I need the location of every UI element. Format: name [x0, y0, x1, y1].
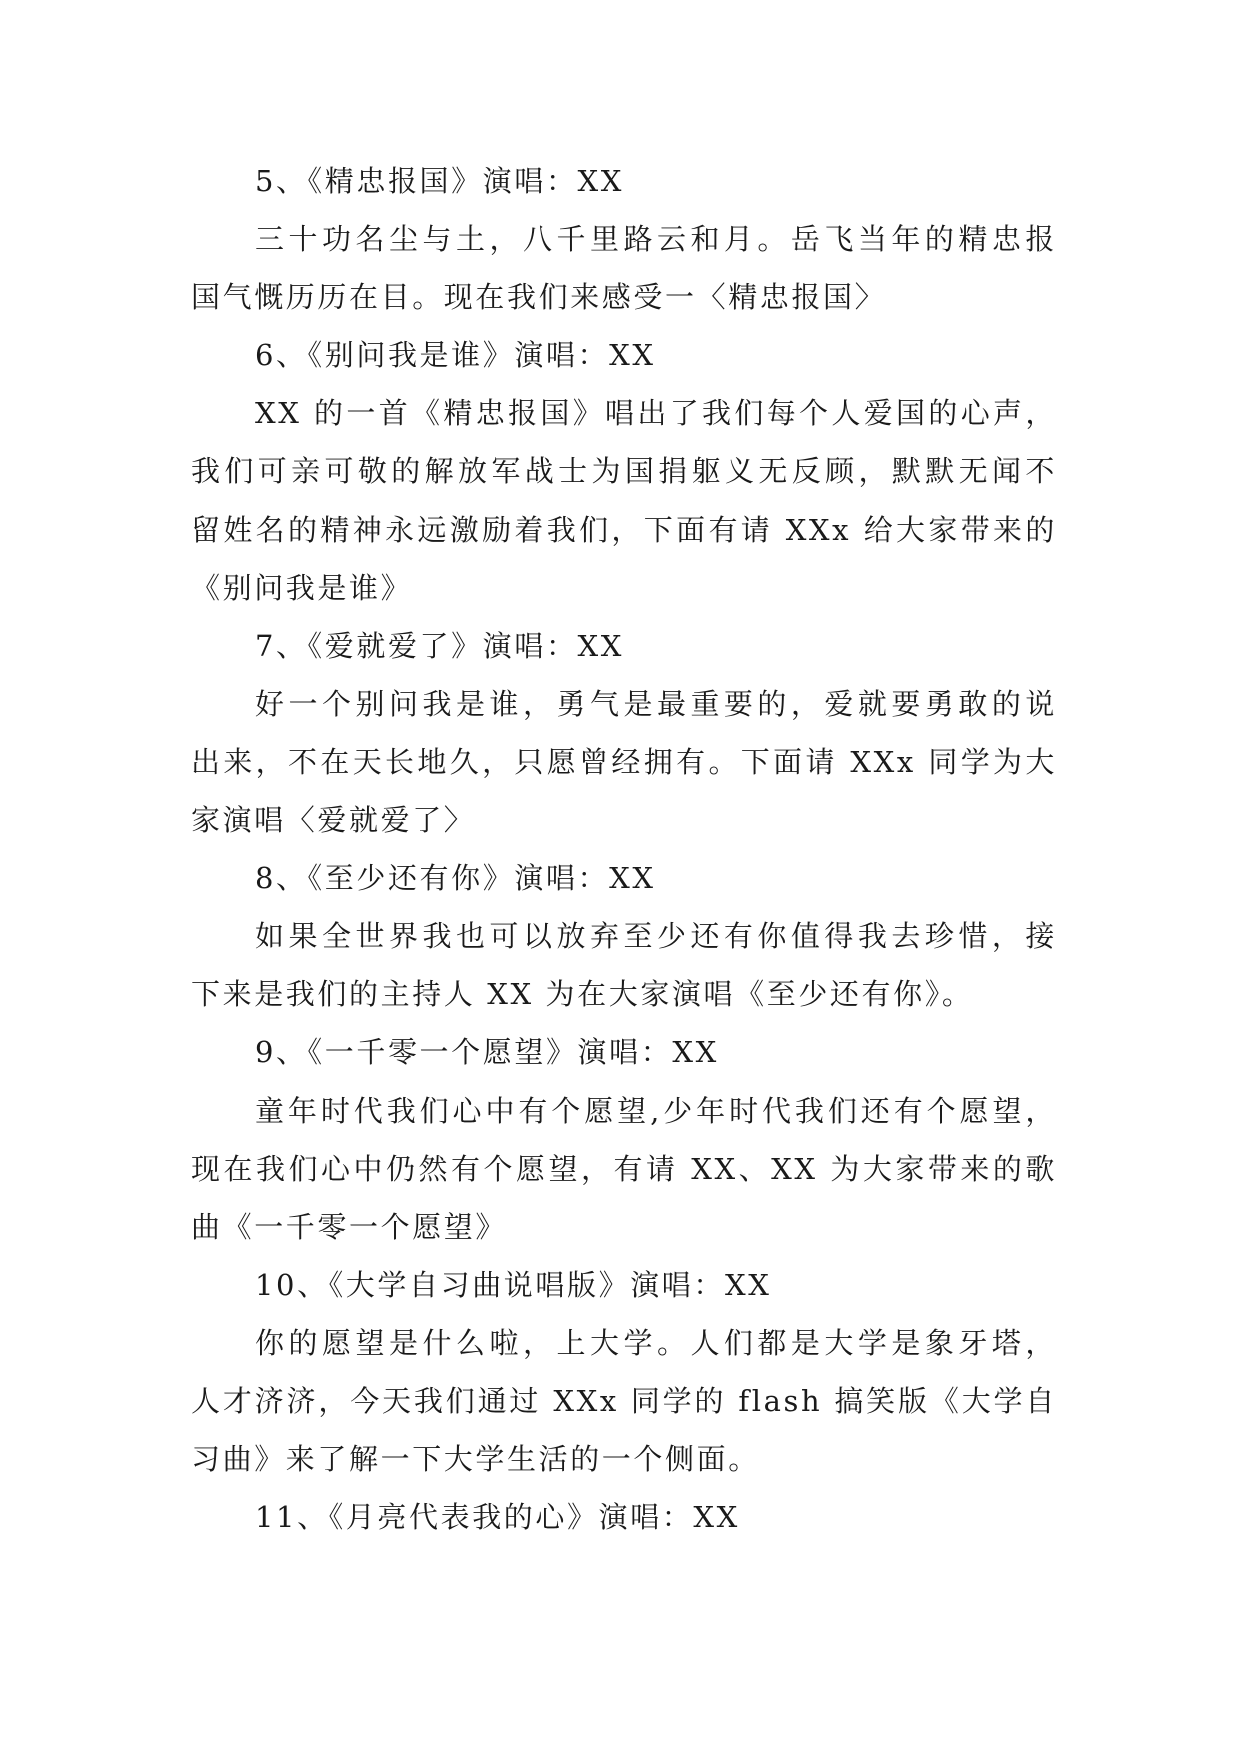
program-item-heading: 6、《别问我是谁》演唱：XX [255, 338, 656, 373]
program-item-heading: 11、《月亮代表我的心》演唱：XX [255, 1500, 740, 1535]
program-intro-line: 三十功名尘与土，八千里路云和月。岳飞当年的精忠报 [255, 222, 1057, 257]
program-intro-line: 下来是我们的主持人 XX 为在大家演唱《至少还有你》。 [191, 977, 974, 1012]
program-intro-line: 童年时代我们心中有个愿望,少年时代我们还有个愿望， [255, 1093, 1057, 1128]
program-item-heading: 9、《一千零一个愿望》演唱：XX [255, 1035, 719, 1070]
program-intro-line: 家演唱〈爱就爱了〉 [191, 803, 476, 838]
program-intro-line: 人才济济，今天我们通过 XXx 同学的 flash 搞笑版《大学自 [191, 1383, 1057, 1418]
program-intro-line: 曲《一千零一个愿望》 [191, 1209, 508, 1244]
program-intro-line: 好一个别问我是谁，勇气是最重要的，爱就要勇敢的说 [255, 686, 1057, 721]
document-body [191, 152, 1057, 1546]
program-intro-line: 你的愿望是什么啦，上大学。人们都是大学是象牙塔， [255, 1325, 1057, 1360]
program-intro-line: 出来，不在天长地久，只愿曾经拥有。下面请 XXx 同学为大 [191, 744, 1057, 779]
program-item-heading: 7、《爱就爱了》演唱：XX [255, 628, 625, 663]
program-intro-line: 习曲》来了解一下大学生活的一个侧面。 [191, 1442, 760, 1477]
program-intro-line: XX 的一首《精忠报国》唱出了我们每个人爱国的心声， [255, 396, 1057, 431]
program-intro-line: 留姓名的精神永远激励着我们，下面有请 XXx 给大家带来的 [191, 512, 1057, 547]
program-intro-line: 国气慨历历在目。现在我们来感受一〈精忠报国〉 [191, 280, 887, 315]
program-intro-line: 我们可亲可敬的解放军战士为国捐躯义无反顾，默默无闻不 [191, 454, 1057, 489]
program-item-heading: 5、《精忠报国》演唱：XX [255, 164, 625, 198]
program-item-heading: 10、《大学自习曲说唱版》演唱：XX [255, 1267, 772, 1302]
program-intro-line: 《别问我是谁》 [191, 570, 413, 605]
program-intro-line: 现在我们心中仍然有个愿望，有请 XX、XX 为大家带来的歌 [191, 1151, 1057, 1186]
program-item-heading: 8、《至少还有你》演唱：XX [255, 861, 656, 896]
program-intro-line: 如果全世界我也可以放弃至少还有你值得我去珍惜，接 [255, 919, 1057, 954]
